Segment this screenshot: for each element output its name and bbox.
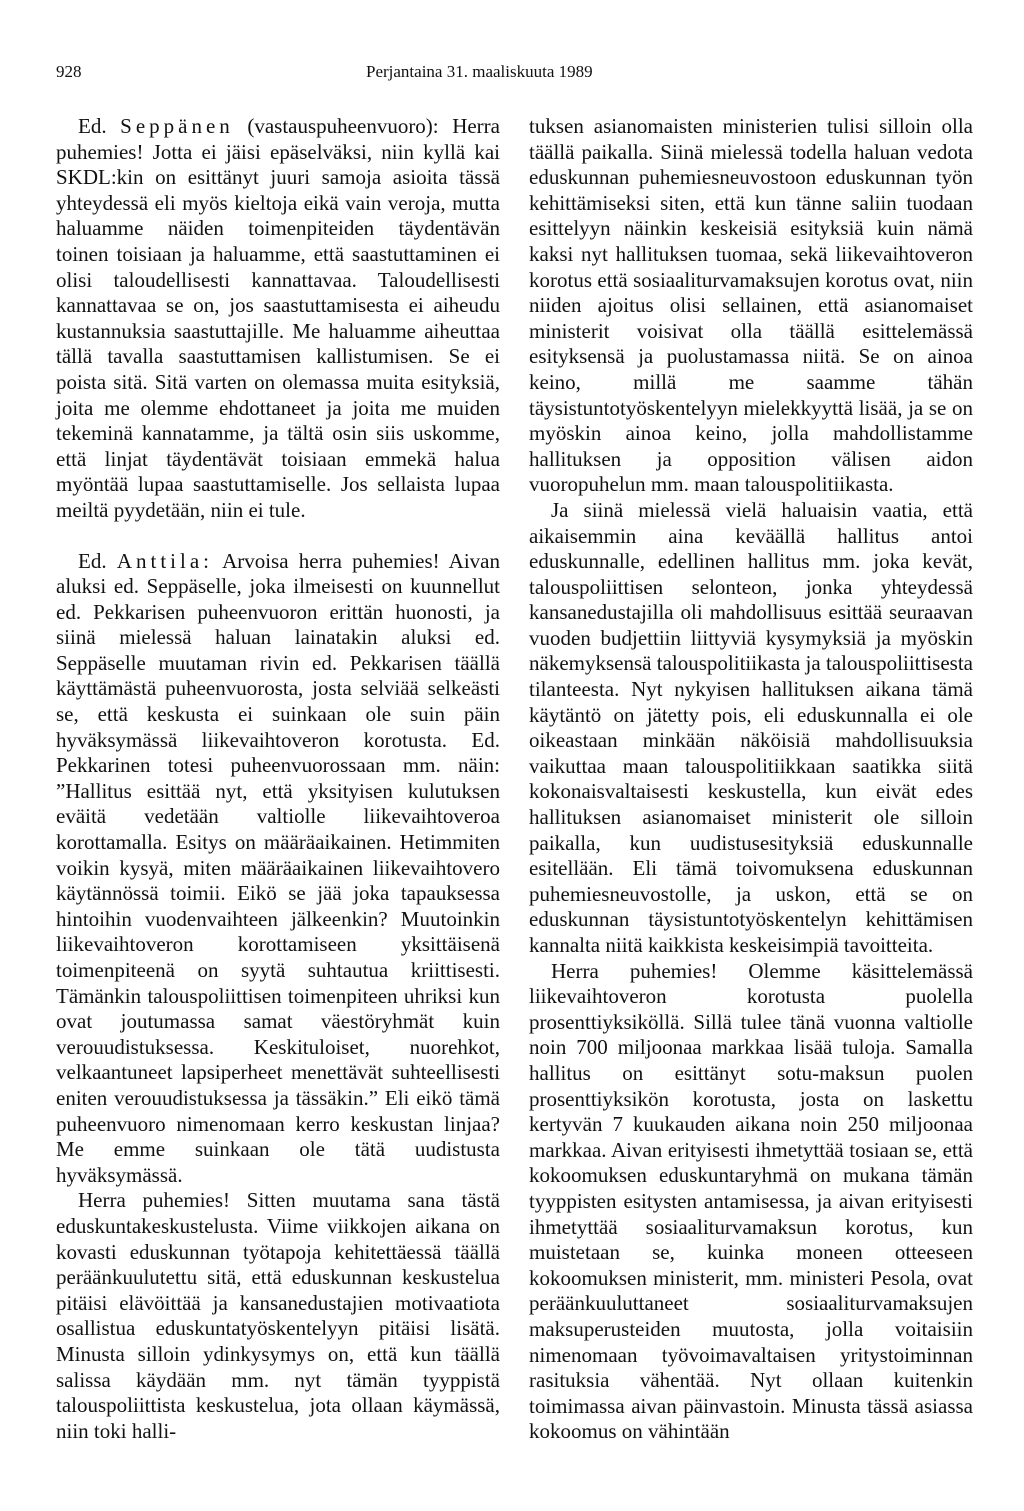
- speech-paragraph-anttila: [56, 549, 500, 1189]
- speech-text: (vastauspuheenvuoro): Herra puhemies! Jotta ei jäisi epäselväksi, niin kyllä kai SKDL:kin on esittänyt juuri samoja asioita tässä yhteydessä eli myös kieltoja eikä vain veroja, mutta haluamme näiden toimenpiteiden täydentävän toinen toisiaan ja haluamme, että saastuttaminen ei olisi taloudellisesti kannattavaa. Taloudellisesti kannattavaa se on, jos saastuttamisesta ei aiheudu kustannuksia saastuttajille. Me haluamme aiheuttaa tällä tavalla saastuttamisen kallistumisen. Se ei poista sitä. Sitä varten on olemassa muita esityksiä, joita me olemme ehdottaneet ja joita me muiden tekeminä kannatamme, ja tältä osin siis uskomme, että linjat täydentävät toisiaan emmekä halua myöntää lupaa saastuttamiselle. Jos sellaista lupaa meiltä pyydetään, niin ei tule.: [56, 114, 500, 522]
- speech-paragraph: Ja siinä mielessä vielä haluaisin vaatia, että aikaisemmin aina keväällä hallitus antoi eduskunnalle, edellinen hallitus mm. joka kevät, talouspoliittisen selonteon, jonka yhteydessä kansanedustajilla oli mahdollisuus esittää seuraavan vuoden budjettiin liittyviä kysymyksiä ja myöskin näkemyksensä talouspolitiikasta ja talouspoliittisesta tilanteesta. Nyt nykyisen hallituksen aikana tämä käytäntö on jätetty pois, eli eduskunnalla ei ole oikeastaan minkään näköisiä mahdollisuuksia vaikuttaa maan talouspolitiikkaan saatikka siitä kokonaisvaltaisesti keskustella, kun eivät edes hallituksen asianomaiset ministerit ole silloin paikalla, kun uudistusesityksiä eduskunnalle esitellään. Eli tämä toivomuksena eduskunnan puhemiesneuvostolle, ja uskon, että se on eduskunnan täysistuntotyöskentelyn kehittämisen kannalta niitä kaikkista keskeisimpiä tavoitteita.: [529, 497, 973, 957]
- speech-paragraph: tuksen asianomaisten ministerien tulisi silloin olla täällä paikalla. Siinä mielessä todella haluan vedota eduskunnan puhemiesneuvostoon eduskunnan työn kehittämiseksi siten, että kun tänne saliin tuodaan esittelyyn näinkin keskeisiä esityksiä kuin nämä kaksi nyt hallituksen tuomaa, sekä liikevaihtoveron korotus että sosiaaliturvamaksujen korotus ovat, niin niiden ajoitus olisi sellainen, että asianomaiset ministerit voisivat olla täällä esittelemässä esityksensä ja puolustamassa niitä. Se on ainoa keino, millä me saamme tähän täysistuntotyöskentelyyn mielekkyyttä lisää, ja se on myöskin ainoa keino, jolla mahdollistamme hallituksen ja opposition välisen aidon vuoropuhelun mm. maan talouspolitiikasta.: [529, 114, 973, 497]
- speech-paragraph: Herra puhemies! Sitten muutama sana tästä eduskuntakeskustelusta. Viime viikkojen aikana on kovasti eduskunnan työtapoja kehitettäessä täällä peräänkuulutettu sitä, että eduskunnan keskustelua pitäisi elävöittää ja kansanedustajien motivaatiota osallistua eduskuntatyöskentelyyn pitäisi lisätä. Minusta silloin ydinkysymys on, että kun täällä salissa käydään mm. nyt tämän tyyppistä talouspoliittista keskustelua, jota ollaan käymässä, niin toki halli-: [56, 1188, 500, 1443]
- left-column: [56, 114, 500, 1444]
- speaker-name: Seppänen: [120, 114, 234, 138]
- speaker-title: Ed.: [78, 548, 107, 573]
- right-column: [529, 114, 973, 1445]
- page-date: Perjantaina 31. maaliskuuta 1989: [366, 62, 593, 81]
- speech-paragraph: Herra puhemies! Olemme käsittelemässä liikevaihtoveron korotusta puolella prosenttiyksiköllä. Sillä tulee tänä vuonna valtiolle noin 700 miljoonaa markkaa lisää tuloja. Samalla hallitus on esittänyt sotu-maksun puolen prosenttiyksikön korotusta, josta on laskettu kertyvän 7 kuukauden aikana noin 250 miljoonaa markkaa. Aivan erityisesti ihmetyttää tosiaan se, että kokoomuksen eduskuntaryhmä on mukana tämän tyyppisten esitysten antamisessa, ja aivan erityisesti ihmetyttää sosiaaliturvamaksun korotus, kun muistetaan se, kuinka moneen otteeseen kokoomuksen ministerit, mm. ministeri Pesola, ovat peräänkuuluttaneet sosiaaliturvamaksujen maksuperusteiden muutosta, jolla voitaisiin nimenomaan työvoimavaltaisen yritystoiminnan rasituksia vähentää. Nyt ollaan kuitenkin toimimassa aivan päinvastoin. Minusta tässä asiassa kokoomus on vähintään: [529, 958, 973, 1444]
- speech-paragraph-seppanen: [56, 114, 500, 524]
- page-number: 928: [56, 62, 82, 81]
- speaker-title: Ed.: [78, 114, 107, 138]
- speaker-name: Anttila:: [116, 548, 213, 573]
- speech-text: Arvoisa herra puhemies! Aivan aluksi ed. Seppäselle, joka ilmeisesti on kuunnellut ed. Pekkarisen puheenvuoron erittän huonosti, ja siinä mielessä haluan lainatakin aluksi ed. Seppäselle muutaman rivin ed. Pekkarisen täällä käyttämästä puheenvuorosta, josta selviää selkeästi se, että keskusta ei suinkaan ole suin päin hyväksymässä liikevaihtoveron korotusta. Ed. Pekkarinen totesi puheenvuorossaan mm. näin: ”Hallitus esittää nyt, että yksityisen kulutuksen eväitä vedetään valtiolle liikevaihtoveroa korottamalla. Esitys on määräaikainen. Hetimmiten voikin kysyä, miten määräaikainen liikevaihtovero käytännössä toimii. Eikö se jää joka tapauksessa hintoihin vuodenvaihteen jälkeenkin? Muutoinkin liikevaihtoveron korottamiseen yksittäisenä toimenpiteenä on syytä suhtautua kriittisesti. Tämänkin talouspoliittisen toimenpiteen uhriksi kun ovat joutumassa samat väestöryhmät kuin verouudistuksessa. Keskituloiset, nuorehkot, velkaantuneet lapsiperheet menettävät suhteellisesti eniten verouudistuksessa ja tässäkin.” Eli eikö tämä puheenvuoro nimenomaan kerro keskustan linjaa? Me emme suinkaan ole tätä uudistusta hyväksymässä.: [56, 548, 500, 1187]
- page-header: [56, 62, 986, 92]
